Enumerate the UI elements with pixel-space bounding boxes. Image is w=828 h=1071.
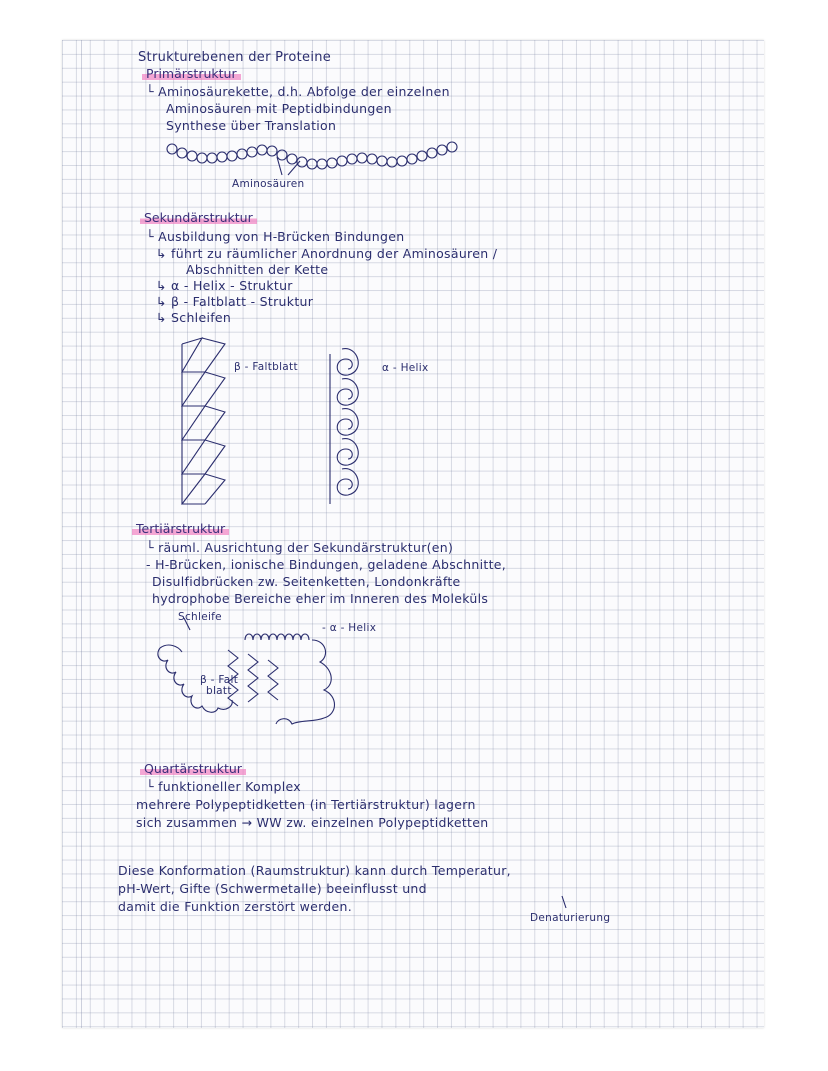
aminosaeuren-label: Aminosäuren [232,178,305,190]
sekundaer-line-5: ↳ β - Faltblatt - Struktur [156,294,314,309]
page-title: Strukturebenen der Proteine [138,50,332,65]
primaer-line-2: Aminosäuren mit Peptidbindungen [166,101,392,116]
tertiaer-line-4: hydrophobe Bereiche eher im Inneren des Moleküls [152,591,489,606]
denaturierung-note: Denaturierung [530,912,611,924]
primaer-line-3: Synthese über Translation [166,118,337,133]
quartaer-line-2: mehrere Polypeptidketten (in Tertiärstruktur) lagern [136,797,476,812]
denaturierung-arrow [560,896,570,910]
amino-acid-chain-diagram [160,135,470,180]
beta-sheet-diagram [180,338,240,508]
tertiaer-line-3: Disulfidbrücken zw. Seitenketten, Londonkräfte [152,574,461,589]
heading-quartaerstruktur: Quartärstruktur [140,761,246,776]
primaer-line-1: └ Aminosäurekette, d.h. Abfolge der einzelnen [146,84,450,99]
tertiaer-line-2: - H-Brücken, ionische Bindungen, geladene Abschnitte, [146,557,507,572]
sekundaer-line-3: Abschnitten der Kette [186,262,329,277]
beta-faltblatt-label: β - Faltblatt [234,361,298,373]
tertiaer-faltblatt-label-2: blatt [206,685,232,697]
footer-line-2: pH-Wert, Gifte (Schwermetalle) beeinflusst und [118,881,427,896]
margin-line [81,40,82,1028]
quartaer-line-3: sich zusammen → WW zw. einzelnen Polypeptidketten [136,815,489,830]
heading-primaerstruktur: Primärstruktur [142,66,241,81]
quartaer-line-1: └ funktioneller Komplex [146,779,301,794]
sekundaer-line-1: └ Ausbildung von H-Brücken Bindungen [146,229,405,244]
tertiaer-helix-label: - α - Helix [322,622,377,634]
alpha-helix-diagram [322,344,372,504]
sekundaer-line-6: ↳ Schleifen [156,310,232,325]
sekundaer-line-4: ↳ α - Helix - Struktur [156,278,293,293]
alpha-helix-label: α - Helix [382,362,429,374]
sekundaer-line-2: ↳ führt zu räumlicher Anordnung der Aminosäuren / [156,246,498,261]
tertiary-structure-diagram [150,620,350,735]
tertiaer-faltblatt-label-1: β - Falt [200,674,239,686]
heading-tertiaerstruktur: Tertiärstruktur [132,521,229,536]
footer-line-1: Diese Konformation (Raumstruktur) kann durch Temperatur, [118,863,511,878]
heading-sekundaerstruktur: Sekundärstruktur [140,210,257,225]
schleife-label: Schleife [178,611,222,623]
tertiaer-line-1: └ räuml. Ausrichtung der Sekundärstruktur(en) [146,540,454,555]
footer-line-3: damit die Funktion zerstört werden. [118,899,353,914]
